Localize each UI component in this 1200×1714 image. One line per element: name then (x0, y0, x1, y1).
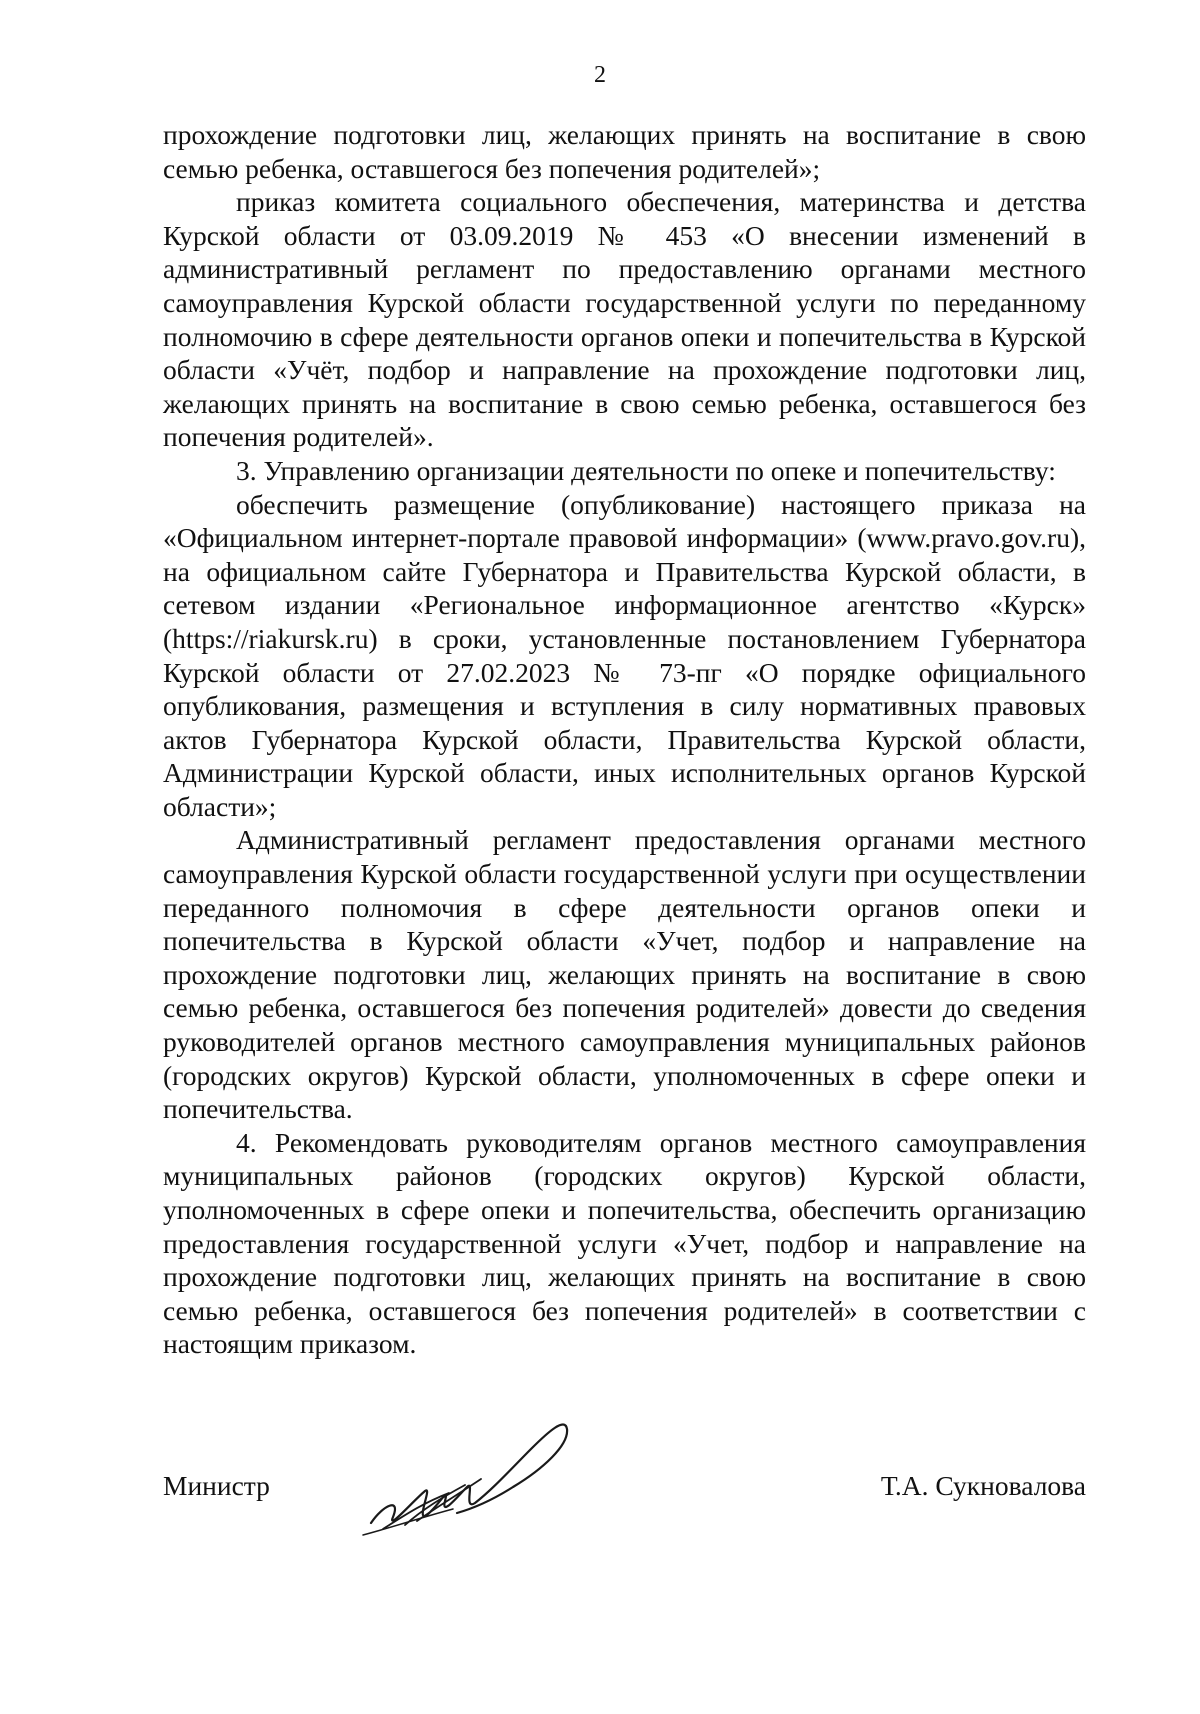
paragraph-item-3: 3. Управлению организации деятельности по опеке и попечительству: (236, 454, 1056, 486)
page-number: 2 (594, 62, 606, 88)
signature-block (163, 1445, 1086, 1535)
signatory-name: Т.А. Сукновалова (880, 1470, 1086, 1501)
paragraph-continuation: прохождение подготовки лиц, желающих принять на воспитание в свою семью ребенка, оставшегося без попечения родителей»; (163, 119, 1086, 184)
paragraph-order-reference: приказ комитета социального обеспечения, материнства и детства Курской области от 03.09.2019 № 453 «О внесении изменений в административный регламент по предоставлению органами местного самоуправления Курской области государственной услуги по переданному полномочию в сфере деятельности органов опеки и попечительства в Курской области «Учёт, подбор и направление на прохождение подготовки лиц, желающих принять на воспитание в свою семью ребенка, оставшегося без попечения родителей». (163, 186, 1086, 453)
signatory-title: Министр (163, 1470, 270, 1501)
paragraph-publication: обеспечить размещение (опубликование) настоящего приказа на «Официальном интернет-портале правовой информации» (www.pravo.gov.ru), на официальном сайте Губернатора и Правительства Курской области, в сетевом издании «Региональное информационное агентство «Курск» (https://riakursk.ru) в сроки, установленные постановлением Губернатора Курской области от 27.02.2023 № 73-пг «О порядке официального опубликования, размещения и вступления в силу нормативных правовых актов Губернатора Курской области, Правительства Курской области, Администрации Курской области, иных исполнительных органов Курской области»; (163, 488, 1086, 822)
document-body (163, 118, 1086, 1361)
paragraph-item-4: 4. Рекомендовать руководителям органов местного самоуправления муниципальных районов (городских округов) Курской области, уполномоченных в сфере опеки и попечительства, обеспечить организацию предоставления государственной услуги «Учет, подбор и направление на прохождение подготовки лиц, желающих принять на воспитание в свою семью ребенка, оставшегося без попечения родителей» в соответствии с настоящим приказом. (163, 1126, 1086, 1360)
handwritten-signature (353, 1405, 583, 1545)
paragraph-regulation: Административный регламент предоставления органами местного самоуправления Курской области государственной услуги при осуществлении переданного полномочия в сфере деятельности органов опеки и попечительства в Курской области «Учет, подбор и направление на прохождение подготовки лиц, желающих принять на воспитание в свою семью ребенка, оставшегося без попечения родителей» довести до сведения руководителей органов местного самоуправления муниципальных районов (городских округов) Курской области, уполномоченных в сфере опеки и попечительства. (163, 824, 1086, 1125)
